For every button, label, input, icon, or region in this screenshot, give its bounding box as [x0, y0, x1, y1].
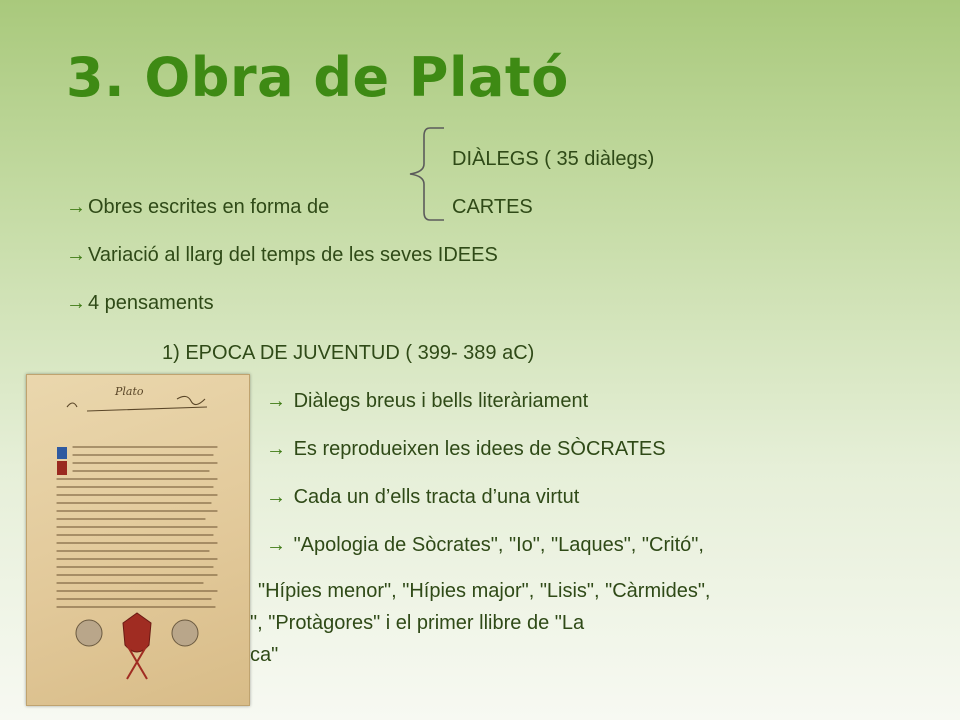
arrow-icon: →: [66, 292, 86, 314]
sub-item: [266, 534, 704, 557]
sub-item-text: Diàlegs breus i bells literàriament: [293, 390, 589, 412]
bullet-item: [66, 244, 498, 267]
continuation-line: ", "Protàgores" i el primer llibre de "La: [250, 612, 585, 634]
curly-brace: [398, 126, 448, 222]
manuscript-heading: Plato: [115, 385, 144, 398]
bullet-item: [66, 292, 214, 315]
sub-item: [266, 438, 666, 461]
arrow-icon: →: [66, 196, 86, 218]
arrow-icon: →: [266, 390, 286, 412]
bullet-text: Obres escrites en forma de: [88, 196, 330, 218]
slide-title: 3. Obra de Plató: [66, 46, 569, 109]
bullet-text: 4 pensaments: [88, 292, 214, 314]
section-heading: 1) EPOCA DE JUVENTUD ( 399- 389 aC): [162, 342, 535, 364]
letters-label: CARTES: [452, 196, 533, 218]
arrow-icon: →: [266, 534, 286, 556]
sub-item-text: "Apologia de Sòcrates", "Io", "Laques", "Critó",: [293, 534, 704, 556]
dialogues-label: DIÀLEGS ( 35 diàlegs): [452, 148, 655, 170]
continuation-line: "Hípies menor", "Hípies major", "Lisis", "Càrmides",: [258, 580, 711, 602]
sub-item-text: Cada un d’ells tracta d’una virtut: [293, 486, 580, 508]
sub-item-text: Es reprodueixen les idees de SÒCRATES: [293, 438, 666, 460]
arrow-icon: →: [66, 244, 86, 266]
arrow-icon: →: [266, 438, 286, 460]
bullet-text: Variació al llarg del temps de les seves IDEES: [88, 244, 498, 266]
bullet-item: [66, 196, 329, 219]
arrow-icon: →: [266, 486, 286, 508]
sub-item: [266, 390, 588, 413]
manuscript-image: [26, 374, 250, 706]
continuation-line: ca": [250, 644, 279, 666]
sub-item: [266, 486, 579, 509]
